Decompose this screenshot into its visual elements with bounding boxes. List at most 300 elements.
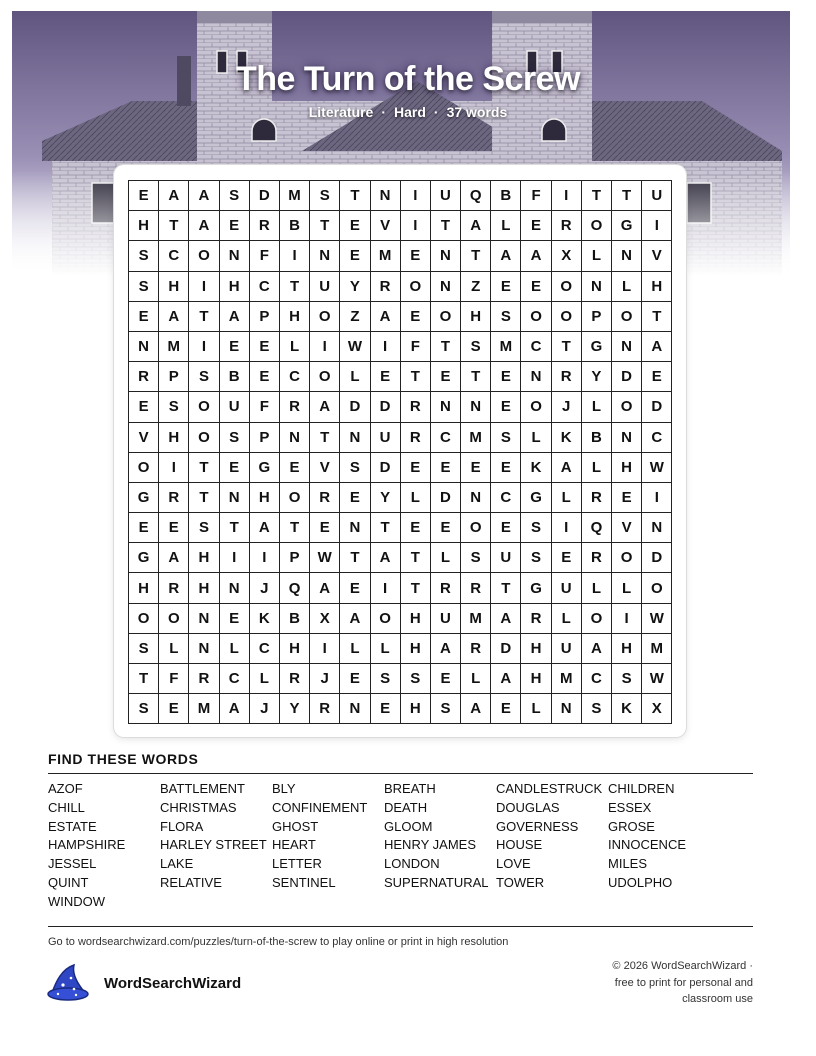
grid-cell: N <box>129 332 159 362</box>
grid-cell: N <box>310 241 340 271</box>
grid-cell: X <box>310 604 340 634</box>
grid-cell: O <box>552 302 582 332</box>
grid-cell: R <box>159 483 189 513</box>
grid-cell: H <box>612 634 642 664</box>
grid-cell: B <box>220 362 250 392</box>
grid-cell: M <box>491 332 521 362</box>
word-list-heading: FIND THESE WORDS <box>48 751 753 774</box>
word-item: WINDOW <box>48 893 106 909</box>
grid-cell: C <box>159 241 189 271</box>
grid-cell: D <box>491 634 521 664</box>
grid-cell: O <box>612 302 642 332</box>
grid-cell: H <box>280 634 310 664</box>
grid-cell: J <box>250 694 280 724</box>
grid-cell: P <box>582 302 612 332</box>
grid-cell: X <box>642 694 672 724</box>
grid-cell: H <box>189 573 219 603</box>
grid-cell: I <box>612 604 642 634</box>
grid-cell: E <box>250 332 280 362</box>
grid-cell: U <box>642 181 672 211</box>
brand-name: WordSearchWizard <box>104 974 242 992</box>
grid-cell: L <box>250 664 280 694</box>
grid-cell: A <box>189 211 219 241</box>
grid-cell: B <box>582 423 612 453</box>
grid-cell: O <box>431 302 461 332</box>
grid-cell: E <box>491 453 521 483</box>
grid-cell: G <box>129 543 159 573</box>
grid-cell: W <box>642 664 672 694</box>
word-item: LONDON <box>384 856 440 872</box>
grid-cell: E <box>431 664 461 694</box>
grid-cell: E <box>642 362 672 392</box>
grid-cell: A <box>491 241 521 271</box>
grid-cell: O <box>612 543 642 573</box>
grid-cell: S <box>491 302 521 332</box>
grid-cell: F <box>401 332 431 362</box>
grid-cell: I <box>401 181 431 211</box>
grid-cell: W <box>310 543 340 573</box>
grid-cell: L <box>582 392 612 422</box>
grid-cell: C <box>220 664 250 694</box>
grid-cell: T <box>280 513 310 543</box>
grid-cell: R <box>310 694 340 724</box>
grid-cell: D <box>431 483 461 513</box>
grid-cell: T <box>491 573 521 603</box>
grid-cell: O <box>582 604 612 634</box>
word-item: SUPERNATURAL <box>384 874 489 890</box>
grid-cell: S <box>401 664 431 694</box>
word-item: RELATIVE <box>160 874 222 890</box>
grid-cell: N <box>612 241 642 271</box>
grid-cell: N <box>431 241 461 271</box>
grid-cell: A <box>250 513 280 543</box>
grid-cell: H <box>129 573 159 603</box>
grid-cell: R <box>521 604 551 634</box>
grid-cell: R <box>582 483 612 513</box>
grid-cell: N <box>582 272 612 302</box>
grid-cell: T <box>310 423 340 453</box>
grid-cell: S <box>189 513 219 543</box>
word-item: BREATH <box>384 781 436 796</box>
grid-cell: E <box>431 453 461 483</box>
grid-cell: L <box>401 483 431 513</box>
grid-cell: L <box>582 573 612 603</box>
grid-cell: Y <box>280 694 310 724</box>
grid-cell: D <box>250 181 280 211</box>
grid-cell: M <box>371 241 401 271</box>
grid-cell: E <box>491 513 521 543</box>
grid-cell: E <box>340 483 370 513</box>
grid-cell: R <box>552 362 582 392</box>
grid-cell: I <box>280 241 310 271</box>
grid-cell: L <box>612 573 642 603</box>
grid-cell: R <box>189 664 219 694</box>
grid-cell: A <box>521 241 551 271</box>
grid-cell: E <box>491 362 521 392</box>
grid-cell: N <box>371 181 401 211</box>
grid-cell: G <box>250 453 280 483</box>
grid-cell: E <box>552 543 582 573</box>
word-item: CANDLESTRUCK <box>496 781 603 796</box>
grid-cell: N <box>280 423 310 453</box>
grid-cell: E <box>401 513 431 543</box>
grid-cell: T <box>461 362 491 392</box>
grid-cell: S <box>129 634 159 664</box>
grid-cell: L <box>340 362 370 392</box>
word-item: JESSEL <box>48 856 97 872</box>
grid-cell: O <box>189 392 219 422</box>
grid-cell: I <box>401 211 431 241</box>
grid-cell: E <box>491 272 521 302</box>
grid-cell: A <box>642 332 672 362</box>
grid-cell: P <box>280 543 310 573</box>
grid-cell: I <box>220 543 250 573</box>
grid-cell: O <box>521 392 551 422</box>
grid-cell: T <box>401 573 431 603</box>
brand <box>46 963 241 1003</box>
grid-cell: Y <box>582 362 612 392</box>
grid-cell: T <box>401 543 431 573</box>
puzzle-card <box>114 165 686 737</box>
grid-cell: R <box>310 483 340 513</box>
grid-cell: E <box>280 453 310 483</box>
grid-cell: U <box>431 604 461 634</box>
grid-cell: Z <box>461 272 491 302</box>
grid-cell: W <box>642 604 672 634</box>
grid-cell: A <box>310 573 340 603</box>
grid-cell: B <box>280 604 310 634</box>
grid-cell: T <box>612 181 642 211</box>
grid-cell: C <box>491 483 521 513</box>
grid-cell: I <box>189 272 219 302</box>
grid-cell: V <box>642 241 672 271</box>
copyright-line: © 2026 WordSearchWizard · <box>612 960 753 972</box>
grid-cell: A <box>461 694 491 724</box>
grid-cell: I <box>552 513 582 543</box>
grid-cell: C <box>250 634 280 664</box>
grid-cell: D <box>371 392 401 422</box>
grid-cell: T <box>431 211 461 241</box>
grid-cell: G <box>129 483 159 513</box>
word-item: CHILDREN <box>608 781 675 796</box>
grid-cell: S <box>521 513 551 543</box>
word-list <box>48 781 753 913</box>
grid-cell: A <box>582 634 612 664</box>
grid-cell: C <box>280 362 310 392</box>
grid-cell: I <box>310 332 340 362</box>
word-item: UDOLPHO <box>608 874 673 890</box>
grid-cell: U <box>371 423 401 453</box>
grid-cell: A <box>159 302 189 332</box>
word-item: MILES <box>608 856 648 872</box>
grid-cell: Y <box>340 272 370 302</box>
copyright-line: classroom use <box>682 993 753 1005</box>
footer-url-text: Go to wordsearchwizard.com/puzzles/turn-of-the-screw to play online or print in high resolution <box>48 936 509 948</box>
grid-cell: H <box>189 543 219 573</box>
grid-cell: N <box>220 483 250 513</box>
grid-cell: K <box>552 423 582 453</box>
grid-cell: D <box>371 453 401 483</box>
grid-cell: U <box>431 181 461 211</box>
grid-cell: P <box>159 362 189 392</box>
grid-cell: A <box>491 664 521 694</box>
grid-cell: R <box>129 362 159 392</box>
grid-cell: S <box>612 664 642 694</box>
grid-cell: H <box>129 211 159 241</box>
grid-cell: M <box>461 423 491 453</box>
grid-cell: R <box>431 573 461 603</box>
grid-cell: Q <box>280 573 310 603</box>
grid-cell: I <box>250 543 280 573</box>
grid-cell: A <box>491 604 521 634</box>
grid-cell: A <box>220 694 250 724</box>
grid-cell: A <box>371 543 401 573</box>
grid-cell: E <box>159 513 189 543</box>
grid-cell: L <box>521 694 551 724</box>
grid-cell: S <box>129 241 159 271</box>
grid-cell: L <box>582 453 612 483</box>
grid-cell: L <box>582 241 612 271</box>
grid-cell: D <box>642 392 672 422</box>
grid-cell: H <box>521 664 551 694</box>
grid-cell: E <box>159 694 189 724</box>
grid-cell: N <box>612 423 642 453</box>
grid-cell: S <box>310 181 340 211</box>
word-item: LAKE <box>160 856 194 872</box>
grid-cell: E <box>129 513 159 543</box>
word-item: CONFINEMENT <box>272 799 368 815</box>
grid-cell: C <box>431 423 461 453</box>
grid-cell: S <box>491 423 521 453</box>
grid-cell: C <box>582 664 612 694</box>
grid-cell: E <box>401 453 431 483</box>
word-item: FLORA <box>160 818 204 834</box>
grid-cell: R <box>461 634 491 664</box>
word-item: AZOF <box>48 781 83 796</box>
grid-cell: T <box>371 513 401 543</box>
grid-cell: N <box>220 573 250 603</box>
grid-cell: D <box>612 362 642 392</box>
grid-cell: O <box>310 362 340 392</box>
word-item: DEATH <box>384 799 428 815</box>
grid-cell: L <box>280 332 310 362</box>
grid-cell: M <box>461 604 491 634</box>
grid-cell: Z <box>340 302 370 332</box>
grid-cell: N <box>340 694 370 724</box>
grid-cell: A <box>159 543 189 573</box>
grid-cell: S <box>371 664 401 694</box>
word-item: ESSEX <box>608 799 652 815</box>
grid-cell: U <box>491 543 521 573</box>
grid-cell: G <box>582 332 612 362</box>
grid-cell: P <box>250 302 280 332</box>
grid-cell: H <box>461 302 491 332</box>
word-item: TOWER <box>496 874 545 890</box>
grid-cell: L <box>340 634 370 664</box>
word-item: INNOCENCE <box>608 837 687 853</box>
grid-cell: E <box>340 211 370 241</box>
grid-cell: S <box>220 181 250 211</box>
word-item: HENRY JAMES <box>384 837 476 853</box>
grid-cell: S <box>220 423 250 453</box>
grid-cell: T <box>582 181 612 211</box>
grid-cell: T <box>159 211 189 241</box>
grid-cell: I <box>552 181 582 211</box>
grid-cell: S <box>461 332 491 362</box>
footer-divider <box>48 926 753 927</box>
grid-cell: T <box>280 272 310 302</box>
word-item: DOUGLAS <box>496 799 560 815</box>
grid-cell: G <box>521 483 551 513</box>
grid-cell: K <box>521 453 551 483</box>
grid-cell: E <box>401 302 431 332</box>
grid-cell: N <box>189 634 219 664</box>
grid-cell: E <box>340 664 370 694</box>
grid-cell: T <box>189 483 219 513</box>
grid-cell: O <box>129 604 159 634</box>
grid-cell: V <box>310 453 340 483</box>
word-item: HOUSE <box>496 837 543 853</box>
grid-cell: L <box>612 272 642 302</box>
grid-cell: I <box>189 332 219 362</box>
copyright-line: free to print for personal and <box>614 976 753 989</box>
grid-cell: N <box>642 513 672 543</box>
grid-cell: L <box>521 423 551 453</box>
wizard-hat-icon <box>46 963 92 1003</box>
grid-cell: T <box>642 302 672 332</box>
word-item: QUINT <box>48 874 89 890</box>
grid-cell: E <box>340 241 370 271</box>
grid-cell: L <box>461 664 491 694</box>
grid-cell: T <box>189 302 219 332</box>
grid-cell: W <box>642 453 672 483</box>
grid-cell: I <box>159 453 189 483</box>
copyright-notice <box>583 958 753 1008</box>
grid-cell: L <box>159 634 189 664</box>
grid-cell: T <box>129 664 159 694</box>
grid-cell: A <box>431 634 461 664</box>
grid-cell: H <box>280 302 310 332</box>
grid-cell: T <box>340 181 370 211</box>
word-item: ESTATE <box>48 818 97 834</box>
grid-cell: H <box>159 423 189 453</box>
grid-cell: A <box>159 181 189 211</box>
grid-cell: R <box>461 573 491 603</box>
grid-cell: O <box>371 604 401 634</box>
grid-cell: J <box>250 573 280 603</box>
grid-cell: U <box>552 634 582 664</box>
grid-cell: O <box>280 483 310 513</box>
grid-cell: E <box>310 513 340 543</box>
word-item: HARLEY STREET <box>160 837 267 853</box>
grid-cell: C <box>521 332 551 362</box>
grid-cell: G <box>612 211 642 241</box>
grid-cell: O <box>310 302 340 332</box>
grid-cell: O <box>461 513 491 543</box>
grid-cell: O <box>189 241 219 271</box>
grid-cell: O <box>189 423 219 453</box>
grid-cell: S <box>340 453 370 483</box>
grid-cell: H <box>401 694 431 724</box>
word-item: BATTLEMENT <box>160 781 245 796</box>
grid-cell: J <box>552 392 582 422</box>
word-item: GROSE <box>608 818 655 834</box>
grid-cell: H <box>521 634 551 664</box>
grid-cell: C <box>642 423 672 453</box>
grid-cell: B <box>280 211 310 241</box>
grid-cell: S <box>461 543 491 573</box>
grid-cell: T <box>340 543 370 573</box>
grid-cell: R <box>401 392 431 422</box>
grid-cell: O <box>612 392 642 422</box>
grid-cell: M <box>642 634 672 664</box>
grid-cell: E <box>250 362 280 392</box>
word-item: CHILL <box>48 799 85 815</box>
grid-cell: W <box>340 332 370 362</box>
grid-cell: N <box>431 392 461 422</box>
grid-cell: L <box>552 483 582 513</box>
grid-cell: O <box>521 302 551 332</box>
puzzle-category: Literature <box>308 104 374 120</box>
grid-cell: O <box>582 211 612 241</box>
grid-cell: D <box>642 543 672 573</box>
grid-cell: E <box>129 302 159 332</box>
grid-cell: O <box>552 272 582 302</box>
grid-cell: V <box>129 423 159 453</box>
grid-cell: T <box>431 332 461 362</box>
grid-cell: E <box>461 453 491 483</box>
grid-cell: E <box>612 483 642 513</box>
grid-cell: G <box>521 573 551 603</box>
grid-cell: R <box>371 272 401 302</box>
grid-cell: I <box>371 573 401 603</box>
grid-cell: A <box>189 181 219 211</box>
grid-cell: B <box>491 181 521 211</box>
grid-cell: E <box>491 392 521 422</box>
grid-cell: T <box>461 241 491 271</box>
grid-cell: O <box>642 573 672 603</box>
word-item: LETTER <box>272 856 322 872</box>
grid-cell: N <box>612 332 642 362</box>
puzzle-meta <box>0 104 816 120</box>
grid-cell: H <box>250 483 280 513</box>
grid-cell: N <box>340 513 370 543</box>
grid-cell: S <box>189 362 219 392</box>
grid-cell: E <box>220 453 250 483</box>
grid-cell: L <box>220 634 250 664</box>
grid-cell: X <box>552 241 582 271</box>
grid-cell: H <box>159 272 189 302</box>
grid-cell: J <box>310 664 340 694</box>
letter-grid <box>128 180 672 724</box>
meta-separator: · <box>433 104 439 120</box>
grid-cell: E <box>220 332 250 362</box>
grid-cell: N <box>461 483 491 513</box>
grid-cell: O <box>159 604 189 634</box>
grid-cell: O <box>401 272 431 302</box>
grid-cell: H <box>220 272 250 302</box>
grid-cell: L <box>552 604 582 634</box>
grid-cell: L <box>431 543 461 573</box>
grid-cell: M <box>280 181 310 211</box>
grid-cell: A <box>310 392 340 422</box>
grid-cell: E <box>431 513 461 543</box>
grid-cell: E <box>129 181 159 211</box>
grid-cell: E <box>220 211 250 241</box>
word-item: CHRISTMAS <box>160 799 237 815</box>
grid-cell: S <box>521 543 551 573</box>
grid-cell: S <box>159 392 189 422</box>
